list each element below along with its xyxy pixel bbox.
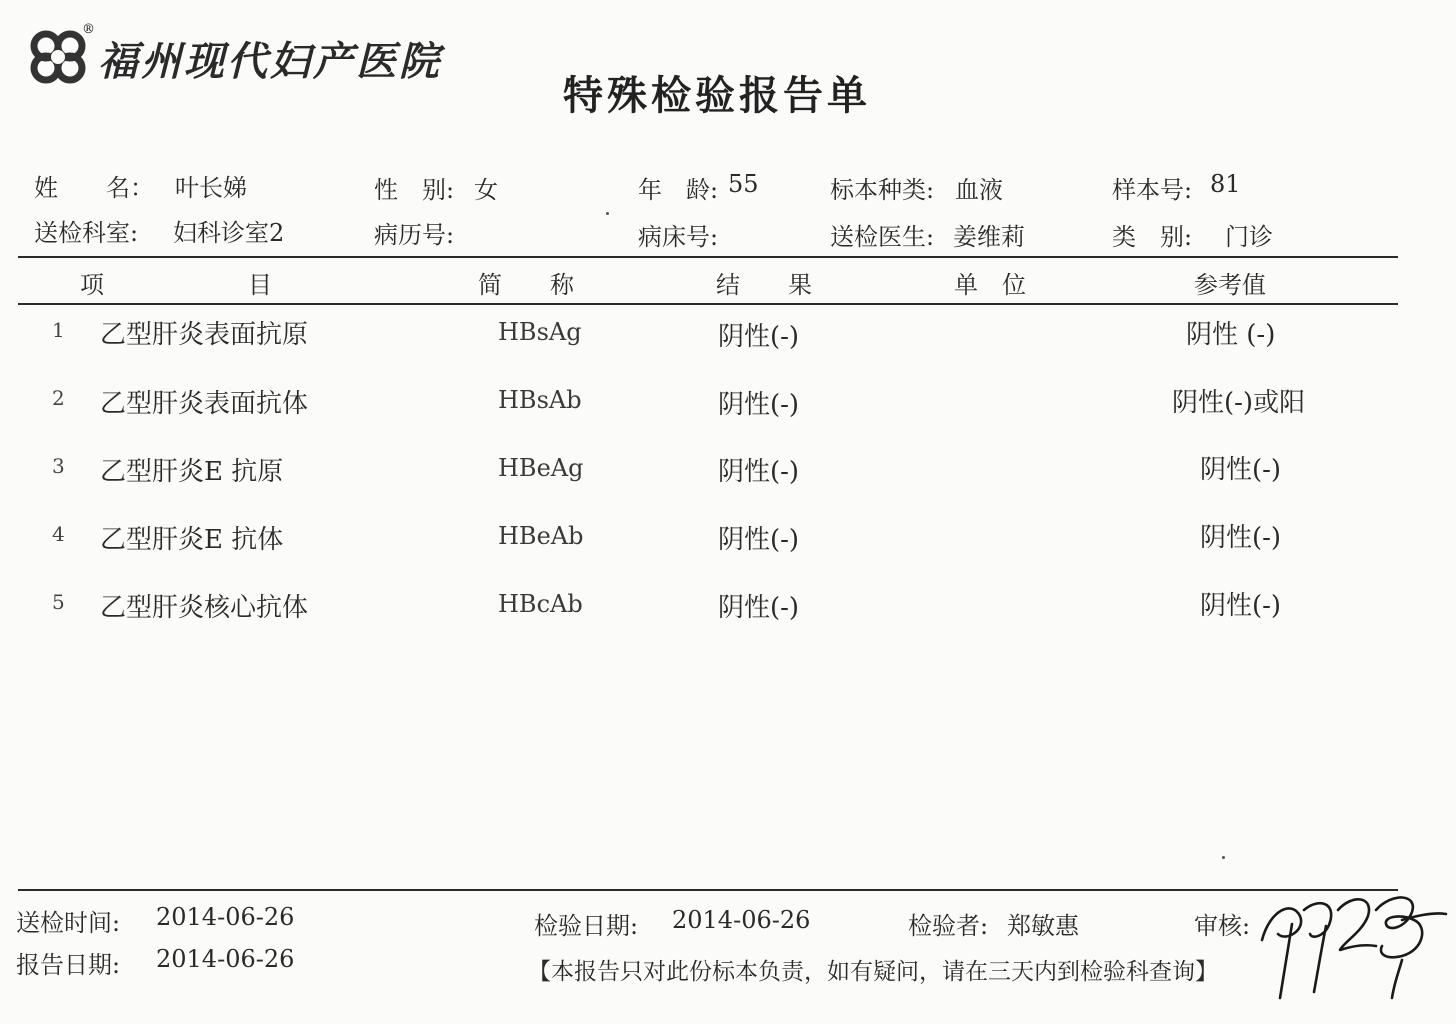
header-abbr: 简 称 <box>478 271 574 299</box>
row-reference: 阴性 (-) <box>1186 320 1276 350</box>
row-item: 乙型肝炎E 抗体 <box>100 525 284 555</box>
record-no-label: 病历号: <box>374 221 455 249</box>
doctor-value: 姜维莉 <box>953 223 1025 251</box>
age-value: 55 <box>728 170 759 198</box>
header-unit: 单 位 <box>954 271 1026 299</box>
reviewer-signature-icon <box>1252 880 1448 1004</box>
row-reference: 阴性(-) <box>1200 455 1282 485</box>
header-result: 结 果 <box>716 271 812 299</box>
row-result: 阴性(-) <box>718 457 800 487</box>
sample-no-label: 样本号: <box>1112 176 1193 204</box>
registered-mark: ® <box>82 22 95 37</box>
header-reference: 参考值 <box>1194 271 1266 299</box>
dept-label: 送检科室: <box>34 219 139 247</box>
row-reference: 阴性(-) <box>1200 523 1282 553</box>
age-label: 年 龄: <box>638 176 719 204</box>
specimen-label: 标本种类: <box>830 176 935 204</box>
report-date-label: 报告日期: <box>16 951 121 979</box>
sex-label: 性 别: <box>374 176 455 204</box>
sample-no-value: 81 <box>1210 170 1241 198</box>
header-item: 项 目 <box>80 271 272 299</box>
row-number: 3 <box>52 454 65 478</box>
table-top-rule <box>18 256 1398 258</box>
sex-value: 女 <box>474 176 498 204</box>
row-item: 乙型肝炎表面抗原 <box>100 320 309 350</box>
row-result: 阴性(-) <box>718 525 800 555</box>
row-abbr: HBeAg <box>498 454 584 482</box>
row-reference: 阴性(-) <box>1200 591 1282 621</box>
row-result: 阴性(-) <box>718 593 800 623</box>
row-reference: 阴性(-)或阳 <box>1172 388 1306 418</box>
tester-label: 检验者: <box>908 912 989 940</box>
row-abbr: HBeAb <box>498 522 584 550</box>
name-value: 叶长娣 <box>175 174 247 202</box>
test-date-value: 2014-06-26 <box>672 906 811 934</box>
row-number: 2 <box>52 386 65 410</box>
specimen-value: 血液 <box>955 176 1003 204</box>
category-value: 门诊 <box>1225 223 1273 251</box>
speck-mark <box>1222 856 1225 859</box>
row-abbr: HBcAb <box>498 590 583 618</box>
test-date-label: 检验日期: <box>534 912 639 940</box>
bed-no-label: 病床号: <box>638 223 719 251</box>
category-label: 类 别: <box>1112 223 1193 251</box>
report-title: 特殊检验报告单 <box>563 72 871 119</box>
row-result: 阴性(-) <box>718 390 800 420</box>
row-abbr: HBsAb <box>498 386 582 414</box>
row-result: 阴性(-) <box>718 322 800 352</box>
dept-value: 妇科诊室2 <box>173 219 285 247</box>
tester-value: 郑敏惠 <box>1007 912 1079 940</box>
row-number: 1 <box>52 318 65 342</box>
sent-time-value: 2014-06-26 <box>156 903 295 931</box>
table-header-rule <box>18 303 1398 305</box>
hospital-name: 福州现代妇产医院 <box>98 38 442 85</box>
reviewer-label: 审核: <box>1194 912 1251 940</box>
row-item: 乙型肝炎核心抗体 <box>100 593 309 623</box>
row-abbr: HBsAg <box>498 318 582 346</box>
doctor-label: 送检医生: <box>830 223 935 251</box>
speck-mark <box>606 212 609 215</box>
name-label: 姓 名： <box>34 174 154 202</box>
row-number: 4 <box>52 522 65 546</box>
row-item: 乙型肝炎表面抗体 <box>100 389 309 419</box>
disclaimer-text: 【本报告只对此份标本负责，如有疑问，请在三天内到检验科查询】 <box>528 959 1218 985</box>
report-date-value: 2014-06-26 <box>156 945 295 973</box>
sent-time-label: 送检时间: <box>16 909 121 937</box>
row-number: 5 <box>52 590 65 614</box>
row-item: 乙型肝炎E 抗原 <box>100 457 284 487</box>
footer-rule <box>18 889 1398 891</box>
